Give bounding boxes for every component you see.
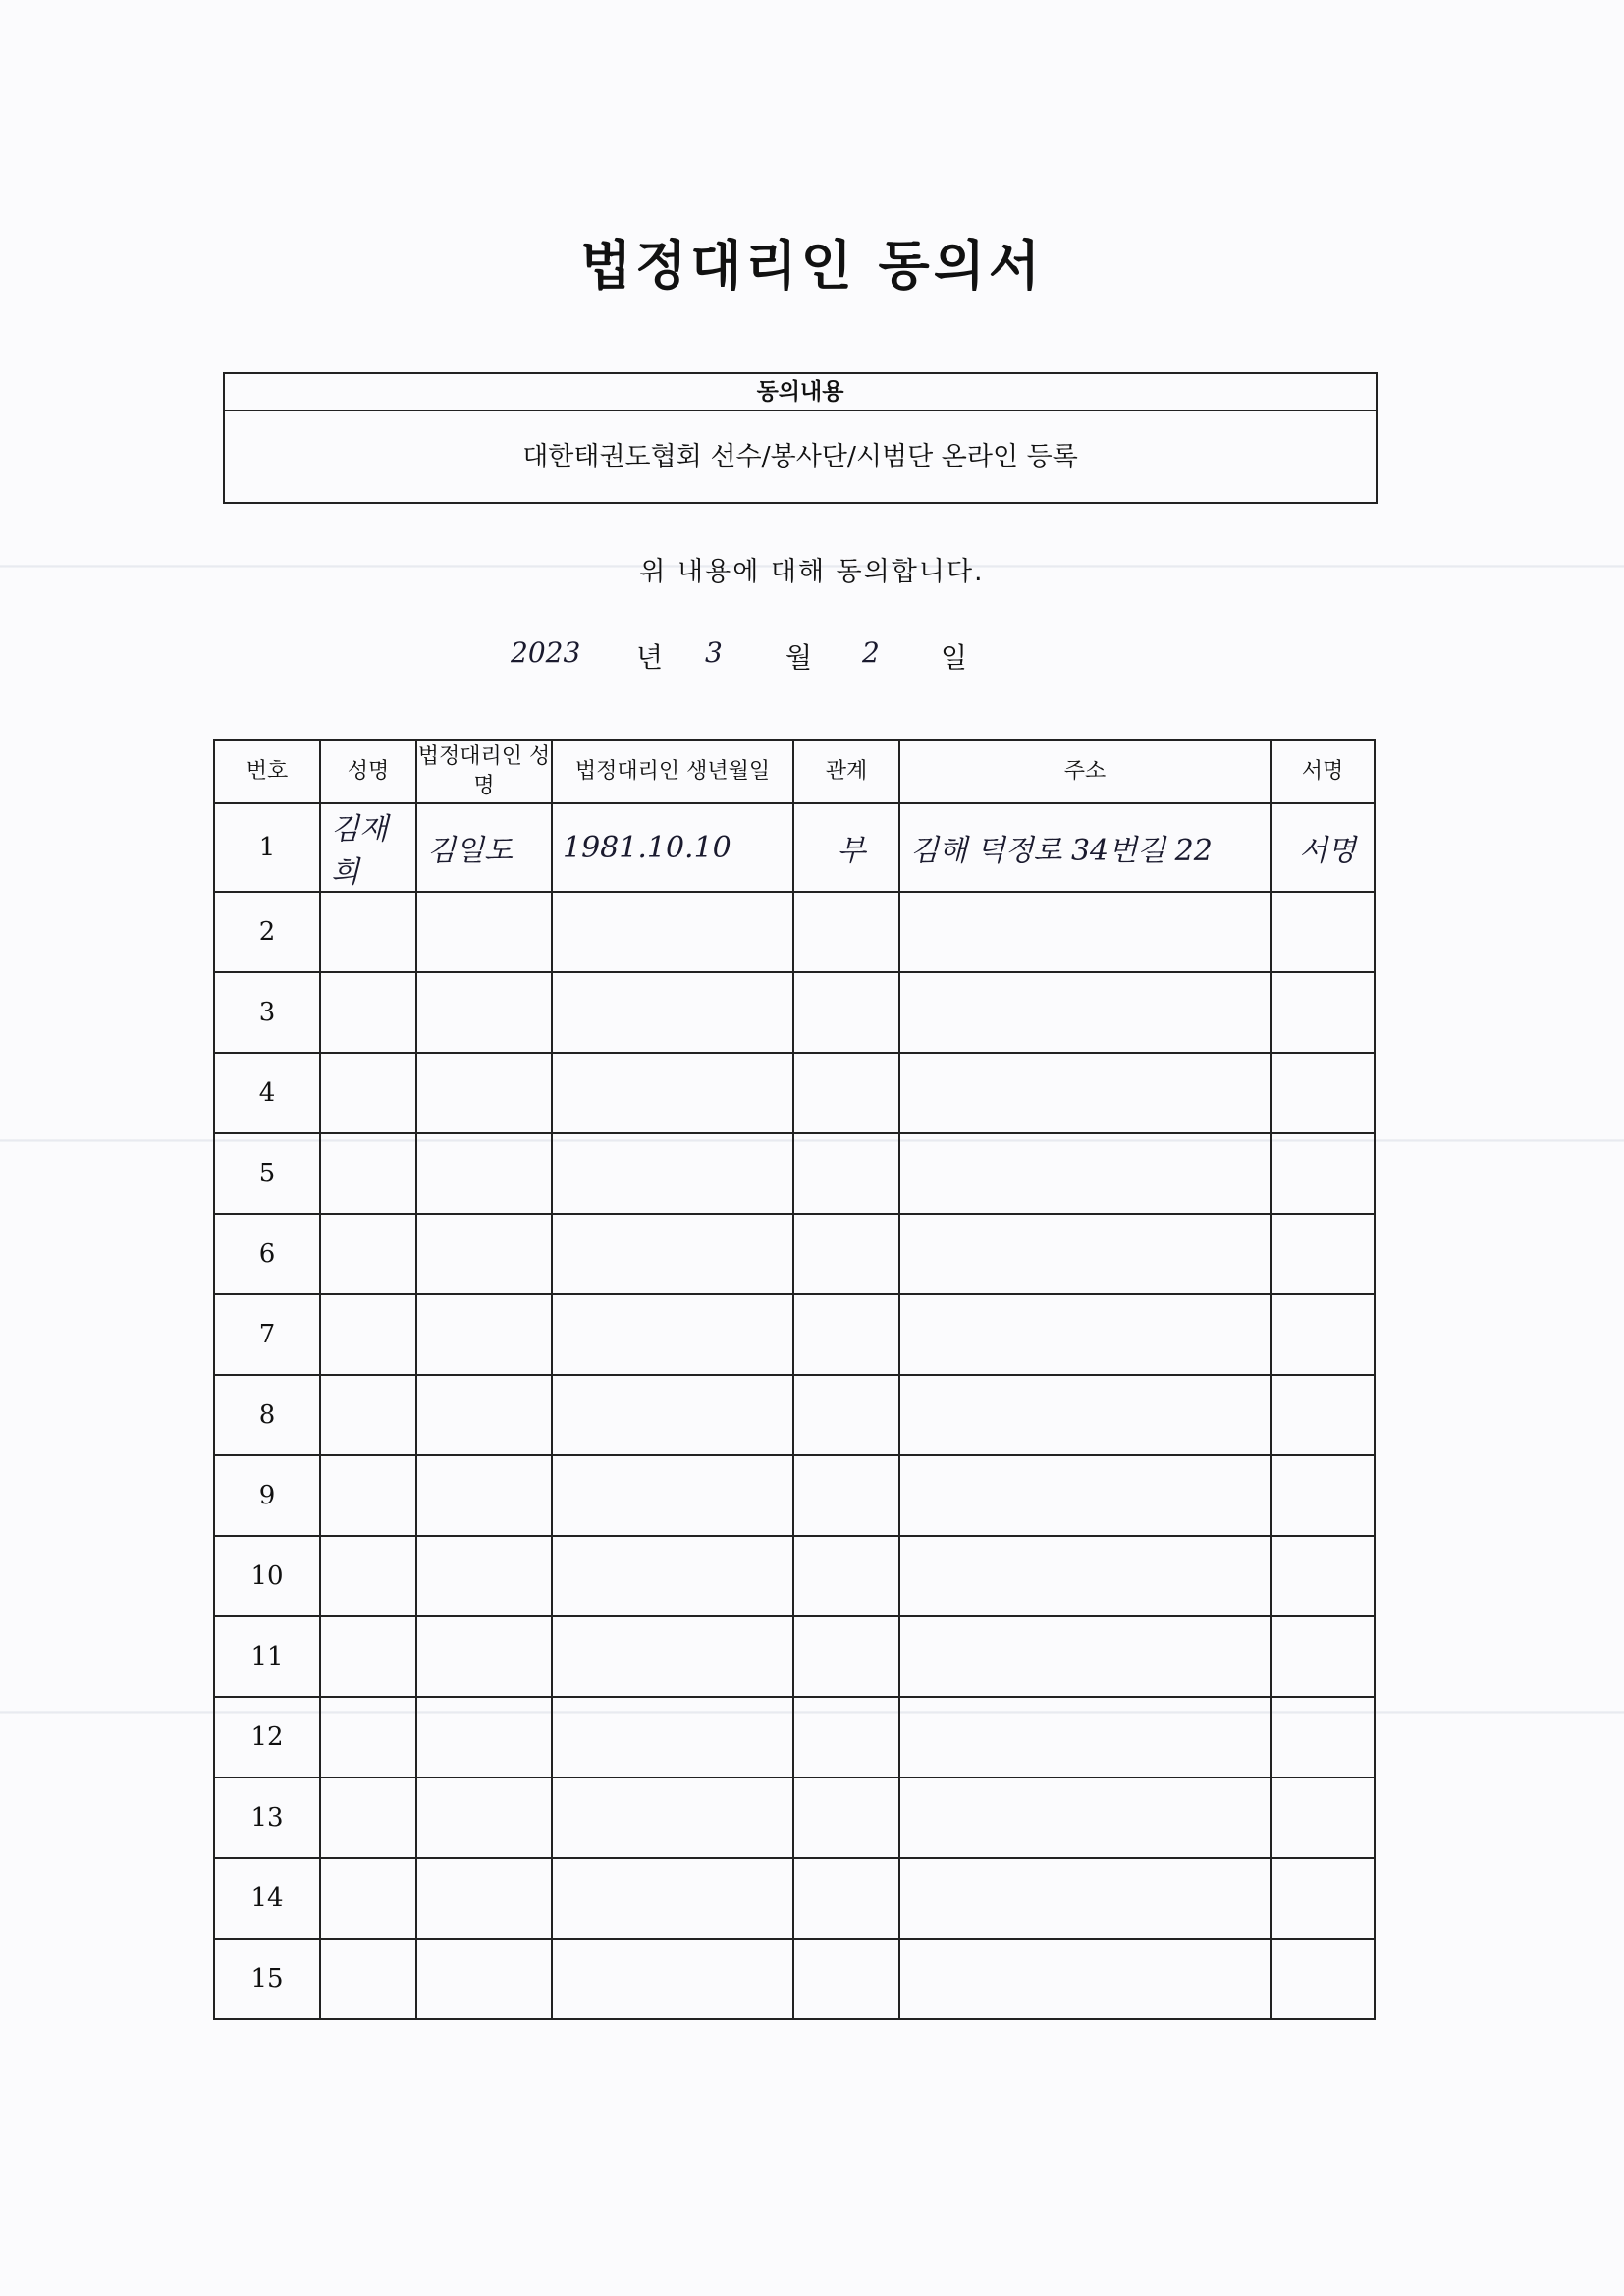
cell-relation (793, 1939, 899, 2019)
cell-birth (552, 1616, 793, 1697)
table-row (214, 892, 1375, 972)
cell-no: 12 (214, 1697, 320, 1777)
cell-guardian (416, 1536, 552, 1616)
cell-name (320, 1294, 416, 1375)
agree-statement: 위 내용에 대해 동의합니다. (639, 557, 985, 587)
cell-guardian (416, 892, 552, 972)
cell-birth: 1981.10.10 (552, 803, 793, 892)
cell-name (320, 1697, 416, 1777)
cell-no: 2 (214, 892, 320, 972)
cell-name (320, 1214, 416, 1294)
cell-address (899, 972, 1271, 1053)
cell-birth (552, 972, 793, 1053)
cell-relation (793, 1858, 899, 1939)
table-row (214, 1616, 1375, 1697)
cell-relation (793, 1133, 899, 1214)
cell-signature (1271, 1294, 1375, 1375)
table-row (214, 1294, 1375, 1375)
cell-signature (1271, 1133, 1375, 1214)
date-day-unit: 일 (941, 641, 968, 674)
cell-guardian (416, 1133, 552, 1214)
table-row (214, 1858, 1375, 1939)
cell-signature (1271, 1777, 1375, 1858)
cell-no: 11 (214, 1616, 320, 1697)
table-row (214, 972, 1375, 1053)
cell-name (320, 1777, 416, 1858)
date-year-unit: 년 (636, 641, 664, 674)
date-line (0, 636, 1624, 680)
cell-relation (793, 1777, 899, 1858)
cell-no: 5 (214, 1133, 320, 1214)
cell-signature (1271, 1858, 1375, 1939)
consent-body: 대한태권도협회 선수/봉사단/시범단 온라인 등록 (522, 442, 1078, 472)
cell-relation (793, 892, 899, 972)
cell-relation: 부 (793, 803, 899, 892)
table-row (214, 1536, 1375, 1616)
cell-address (899, 1053, 1271, 1133)
cell-signature (1271, 1375, 1375, 1455)
cell-address (899, 1133, 1271, 1214)
cell-relation (793, 1053, 899, 1133)
cell-address (899, 892, 1271, 972)
cell-signature (1271, 1053, 1375, 1133)
cell-guardian (416, 1375, 552, 1455)
cell-name (320, 1939, 416, 2019)
consent-box (223, 372, 1378, 504)
cell-signature (1271, 972, 1375, 1053)
date-year: 2023 (511, 636, 581, 669)
cell-signature (1271, 1455, 1375, 1536)
cell-relation (793, 1214, 899, 1294)
cell-no: 8 (214, 1375, 320, 1455)
cell-guardian (416, 1455, 552, 1536)
cell-no: 6 (214, 1214, 320, 1294)
cell-address (899, 1777, 1271, 1858)
cell-signature (1271, 1697, 1375, 1777)
cell-birth (552, 1375, 793, 1455)
table-row (214, 1214, 1375, 1294)
cell-signature (1271, 1939, 1375, 2019)
cell-relation (793, 1455, 899, 1536)
cell-guardian (416, 1214, 552, 1294)
cell-address (899, 1294, 1271, 1375)
date-month: 3 (705, 636, 723, 669)
signature-mark: 서명 (1299, 834, 1356, 868)
header-guardian-name: 법정대리인 성명 (416, 740, 552, 803)
cell-name (320, 1053, 416, 1133)
cell-guardian (416, 972, 552, 1053)
cell-signature (1271, 1536, 1375, 1616)
date-day: 2 (862, 636, 880, 669)
cell-no: 14 (214, 1858, 320, 1939)
cell-name (320, 1616, 416, 1697)
table-row (214, 1939, 1375, 2019)
table-header-row (214, 740, 1375, 803)
cell-name (320, 892, 416, 972)
cell-relation (793, 1375, 899, 1455)
cell-guardian (416, 1616, 552, 1697)
cell-guardian: 김일도 (416, 803, 552, 892)
document-title: 법정대리인 동의서 (579, 235, 1045, 297)
cell-no: 9 (214, 1455, 320, 1536)
cell-no: 13 (214, 1777, 320, 1858)
cell-name (320, 1133, 416, 1214)
cell-no: 1 (214, 803, 320, 892)
cell-name (320, 1536, 416, 1616)
table-row (214, 1375, 1375, 1455)
cell-name (320, 1858, 416, 1939)
cell-no: 10 (214, 1536, 320, 1616)
cell-birth (552, 1858, 793, 1939)
cell-name (320, 1375, 416, 1455)
cell-address (899, 1616, 1271, 1697)
cell-guardian (416, 1939, 552, 2019)
cell-relation (793, 972, 899, 1053)
cell-guardian (416, 1858, 552, 1939)
guardian-table (213, 739, 1376, 2020)
cell-signature (1271, 1214, 1375, 1294)
cell-birth (552, 1455, 793, 1536)
cell-address: 김해 덕정로 34번길 22 (899, 803, 1271, 892)
cell-no: 15 (214, 1939, 320, 2019)
header-name: 성명 (320, 740, 416, 803)
header-no: 번호 (214, 740, 320, 803)
table-row (214, 1697, 1375, 1777)
header-relation: 관계 (793, 740, 899, 803)
consent-header: 동의내용 (225, 374, 1376, 411)
cell-signature (1271, 803, 1375, 892)
table-row (214, 1455, 1375, 1536)
header-signature: 서명 (1271, 740, 1375, 803)
table-row (214, 803, 1375, 892)
cell-address (899, 1858, 1271, 1939)
cell-no: 3 (214, 972, 320, 1053)
date-month-unit: 월 (785, 641, 813, 674)
table-row (214, 1133, 1375, 1214)
header-address: 주소 (899, 740, 1271, 803)
cell-guardian (416, 1294, 552, 1375)
cell-name: 김재희 (320, 803, 416, 892)
cell-birth (552, 1294, 793, 1375)
table-row (214, 1053, 1375, 1133)
cell-birth (552, 892, 793, 972)
header-guardian-birth: 법정대리인 생년월일 (552, 740, 793, 803)
cell-signature (1271, 892, 1375, 972)
cell-birth (552, 1697, 793, 1777)
cell-relation (793, 1697, 899, 1777)
cell-birth (552, 1133, 793, 1214)
cell-address (899, 1375, 1271, 1455)
cell-guardian (416, 1697, 552, 1777)
cell-relation (793, 1536, 899, 1616)
cell-address (899, 1455, 1271, 1536)
cell-name (320, 972, 416, 1053)
cell-birth (552, 1053, 793, 1133)
cell-birth (552, 1536, 793, 1616)
cell-no: 7 (214, 1294, 320, 1375)
cell-signature (1271, 1616, 1375, 1697)
cell-address (899, 1697, 1271, 1777)
cell-guardian (416, 1053, 552, 1133)
cell-address (899, 1939, 1271, 2019)
cell-relation (793, 1294, 899, 1375)
cell-birth (552, 1777, 793, 1858)
cell-guardian (416, 1777, 552, 1858)
cell-name (320, 1455, 416, 1536)
cell-no: 4 (214, 1053, 320, 1133)
cell-address (899, 1214, 1271, 1294)
cell-birth (552, 1939, 793, 2019)
cell-address (899, 1536, 1271, 1616)
table-row (214, 1777, 1375, 1858)
cell-birth (552, 1214, 793, 1294)
cell-relation (793, 1616, 899, 1697)
